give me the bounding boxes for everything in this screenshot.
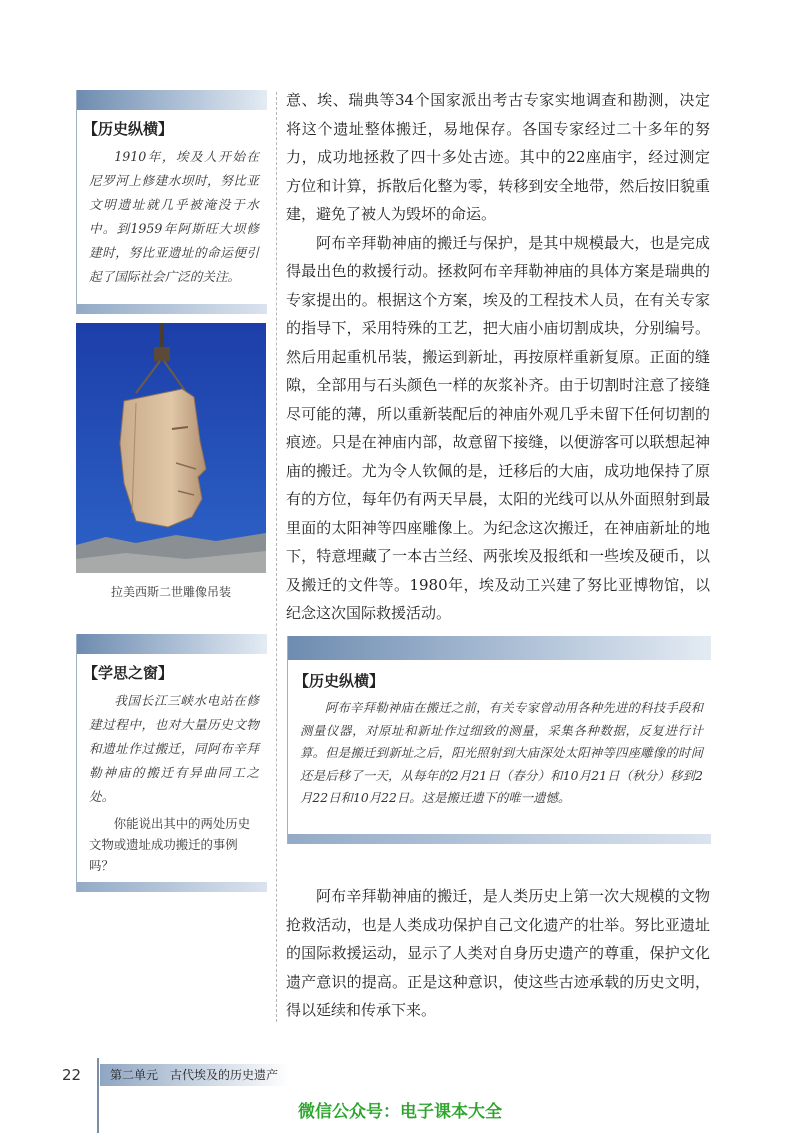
box-text: 阿布辛拜勒神庙在搬迁之前，有关专家曾动用各种先进的科技手段和测量仪器，对原址和新址作过细致的测量，采集各种数据，反复进行计算。但是搬迁到新址之后，阳光照射到大庙深处太阳神等四座雕像的时间还是后移了一天，从每年的2月21日（春分）和10月21日（秋分）移到2月22日和10月22日。这是搬迁遗下的唯一遗憾。 (300, 700, 703, 805)
box-text: 1910年，埃及人开始在尼罗河上修建水坝时，努比亚文明遗址就几乎被淹没于水中。到1959年阿斯旺大坝修建时，努比亚遗址的命运便引起了国际社会广泛的关注。 (89, 149, 259, 284)
paragraph: 阿布辛拜勒神庙的搬迁，是人类历史上第一次大规模的文物抢救活动，也是人类成功保护自己文化遗产的壮举。努比亚遗址的国际救援运动，显示了人类对自身历史遗产的尊重，保护文化遗产意识的提高。正是这种意识，使这些古迹承载的历史文明，得以延续和传承下来。 (286, 887, 710, 1019)
paragraph: 阿布辛拜勒神庙的搬迁与保护，是其中规模最大，也是完成得最出色的救援行动。拯救阿布辛拜勒神庙的具体方案是瑞典的专家提出的。根据这个方案，埃及的工程技术人员，在有关专家的指导下，采用特殊的工艺，把大庙小庙切割成块，分别编号。然后用起重机吊装，搬运到新址，再按原样重新复原。正面的缝隙，全部用与石头颜色一样的灰浆补齐。由于切割时注意了接缝尽可能的薄，所以重新装配后的神庙外观几乎未留下任何切割的痕迹。只是在神庙内部，故意留下接缝，以便游客可以联想起神庙的搬迁。尤为令人钦佩的是，迁移后的大庙，成功地保持了原有的方位，每年仍有两天早晨，太阳的光线可以从外面照射到最里面的太阳神等四座雕像上。为纪念这次搬迁，在神庙新址的地下，特意埋藏了一本古兰经、两张埃及报纸和一些埃及硬币，以及搬迁的文件等。1980年，埃及动工兴建了努比亚博物馆，以纪念这次国际救援活动。 (286, 233, 710, 622)
watermark-text: 微信公众号：电子课本大全 (298, 1102, 502, 1122)
page-number: 22 (62, 1066, 82, 1084)
box-title: 【历史纵横】 (83, 120, 174, 138)
paragraph: 意、埃、瑞典等34个国家派出考古专家实地调查和勘测，决定将这个遗址整体搬迁，易地保存。各国专家经过二十多年的努力，成功地拯救了四十多处古迹。其中的22座庙宇，经过测定方位和计算，拆散后化整为零，转移到安全地带，然后按旧貌重建，避免了被人为毁坏的命运。 (286, 91, 710, 223)
study-window-box (76, 634, 267, 892)
column-divider (276, 92, 277, 1022)
main-text-bottom (286, 882, 710, 1025)
box-title: 【学思之窗】 (83, 664, 174, 682)
box-footer-bar (288, 834, 711, 844)
photo-caption: 拉美西斯二世雕像吊装 (110, 585, 231, 599)
box-header-bar (288, 636, 711, 660)
history-inline-box (287, 636, 711, 844)
unit-title: 第二单元 古代埃及的历史遗产 (100, 1064, 290, 1086)
box-header-bar (77, 634, 267, 654)
statue-lift-illustration (76, 323, 266, 573)
box-text: 我国长江三峡水电站在修建过程中，也对大量历史文物和遗址作过搬迁，同阿布辛拜勒神庙的搬迁有异曲同工之处。 (89, 693, 259, 804)
history-sidebar-box (76, 90, 267, 314)
box-title: 【历史纵横】 (294, 672, 385, 690)
box-footer-bar (77, 882, 267, 892)
box-header-bar (77, 90, 267, 110)
box-footer-bar (77, 304, 267, 314)
ramses-statue-photo (76, 323, 266, 573)
box-question: 你能说出其中的两处历史文物或遗址成功搬迁的事例吗？ (89, 816, 251, 873)
main-text-top (286, 86, 710, 628)
